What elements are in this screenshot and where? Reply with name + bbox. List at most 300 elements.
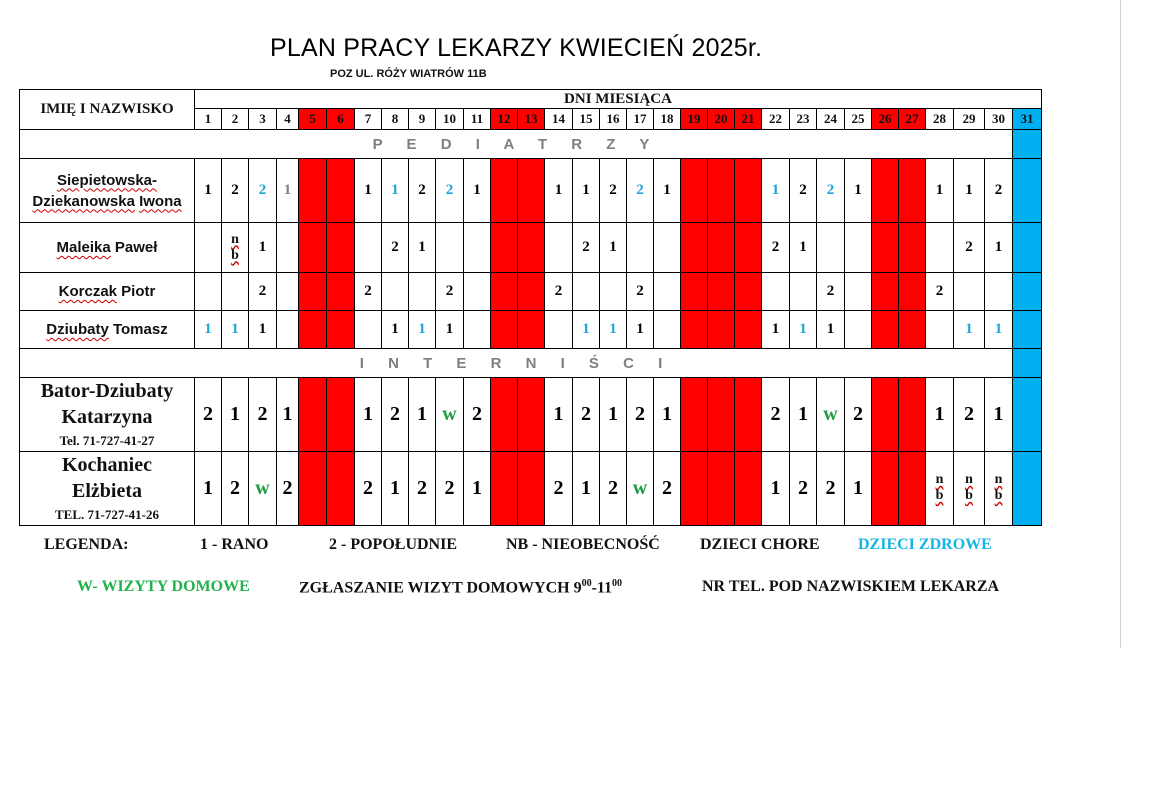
shift-mark: 1 [417, 403, 427, 425]
day-cell [222, 223, 249, 273]
shift-mark: 1 [364, 182, 372, 198]
doctor-row [20, 378, 1042, 452]
day-cell [681, 273, 708, 311]
day-cell [790, 223, 817, 273]
day-cell [249, 159, 277, 223]
shift-healthy-children: 1 [582, 321, 590, 337]
day-cell [899, 159, 926, 223]
day-cell [790, 311, 817, 349]
absence-mark: $\frac{n}{b}$ [965, 472, 973, 503]
day-cell [708, 273, 735, 311]
day-cell [222, 311, 249, 349]
day-cell [518, 452, 545, 526]
day-cell [222, 273, 249, 311]
day-cell [708, 223, 735, 273]
day-cell [1013, 130, 1042, 159]
section-title: I N T E R N I Ś C I [20, 349, 1013, 378]
day-cell [327, 378, 355, 452]
day-cell [436, 311, 464, 349]
doctor-name [20, 273, 195, 311]
home-visit-mark: w [823, 403, 838, 425]
day-cell [464, 223, 491, 273]
shift-mark: 1 [554, 182, 563, 198]
day-cell [409, 159, 436, 223]
day-number: 26 [872, 109, 899, 130]
day-cell [600, 378, 627, 452]
day-cell [409, 311, 436, 349]
shift-mark: 2 [417, 477, 427, 499]
day-cell [762, 223, 790, 273]
day-cell [573, 159, 600, 223]
day-cell [327, 311, 355, 349]
day-cell [249, 378, 277, 452]
day-cell [600, 273, 627, 311]
shift-mark: 1 [445, 321, 454, 337]
day-cell [436, 273, 464, 311]
day-cell [627, 159, 654, 223]
shift-mark: 1 [662, 403, 672, 425]
shift-healthy-children: 1 [994, 321, 1003, 337]
day-cell [249, 311, 277, 349]
day-number: 8 [382, 109, 409, 130]
day-cell [985, 452, 1013, 526]
day-cell [654, 223, 681, 273]
day-number: 31 [1013, 109, 1042, 130]
day-cell [681, 378, 708, 452]
day-number: 10 [436, 109, 464, 130]
legend-nr-tel [702, 578, 999, 596]
day-number: 27 [899, 109, 926, 130]
day-cell [708, 378, 735, 452]
shift-mark: 2 [994, 182, 1003, 198]
shift-mark: 1 [935, 182, 944, 198]
day-cell [654, 273, 681, 311]
page-title: PLAN PRACY LEKARZY KWIECIEŃ 2025r. [270, 34, 763, 62]
day-cell [355, 159, 382, 223]
shift-mark: 1 [994, 239, 1003, 255]
day-cell [985, 273, 1013, 311]
day-cell [1013, 223, 1042, 273]
shift-mark: 2 [444, 477, 455, 499]
doctor-name-part: Tomasz [112, 321, 168, 338]
day-cell [573, 223, 600, 273]
day-cell [872, 159, 899, 223]
day-cell [195, 452, 222, 526]
day-cell [299, 223, 327, 273]
legend-label: LEGENDA: [44, 536, 129, 553]
day-cell [954, 159, 985, 223]
shift-mark: 2 [364, 283, 372, 299]
day-cell [681, 223, 708, 273]
day-cell [1013, 273, 1042, 311]
shift-mark: 1 [608, 403, 618, 425]
shift-mark: 2 [203, 403, 213, 425]
day-cell [299, 159, 327, 223]
day-number: 7 [355, 109, 382, 130]
legend-dzieci-zdrowe: DZIECI ZDROWE [858, 536, 992, 553]
day-cell [409, 223, 436, 273]
shift-mark: 1 [770, 477, 781, 499]
day-cell [762, 311, 790, 349]
shift-mark: 1 [282, 403, 293, 425]
day-cell [518, 273, 545, 311]
shift-mark: 1 [472, 477, 482, 499]
day-number: 22 [762, 109, 790, 130]
shift-mark: 2 [799, 182, 807, 198]
day-cell [277, 311, 299, 349]
day-cell [985, 159, 1013, 223]
day-cell [899, 273, 926, 311]
day-cell [845, 378, 872, 452]
page-subtitle: POZ UL. RÓŻY WIATRÓW 11B [330, 68, 487, 80]
day-cell [409, 452, 436, 526]
day-cell [1013, 452, 1042, 526]
day-cell [926, 159, 954, 223]
day-cell [573, 311, 600, 349]
doctor-name-part: Iwona [139, 192, 182, 210]
day-cell [735, 311, 762, 349]
page-edge-line [1120, 0, 1121, 648]
day-cell [249, 223, 277, 273]
day-cell [872, 273, 899, 311]
day-cell [277, 452, 299, 526]
day-cell [872, 311, 899, 349]
zglaszanie-end: -11 [591, 579, 613, 597]
doctor-phone: TEL. 71-727-41-26 [55, 507, 159, 522]
shift-mark: 1 [993, 403, 1004, 425]
day-cell [926, 223, 954, 273]
day-cell [954, 378, 985, 452]
doctor-name-line: Elżbieta [72, 480, 142, 502]
day-cell [926, 378, 954, 452]
shift-mark: 2 [391, 239, 399, 255]
doctor-name-part: Siepietowska-Dziekanowska [32, 171, 158, 210]
shift-mark: 2 [257, 403, 268, 425]
day-cell [735, 452, 762, 526]
day-cell [464, 311, 491, 349]
day-number: 5 [299, 109, 327, 130]
day-cell [817, 311, 845, 349]
day-cell [926, 273, 954, 311]
shift-mark: 1 [553, 403, 564, 425]
day-cell [627, 311, 654, 349]
day-number: 30 [985, 109, 1013, 130]
day-cell [600, 311, 627, 349]
day-cell [954, 223, 985, 273]
shift-mark: 1 [258, 239, 267, 255]
shift-mark: 1 [258, 321, 267, 337]
wizyty-domowe-label: W- WIZYTY DOMOWE [77, 578, 250, 595]
doctor-name-part: Paweł [114, 239, 158, 256]
day-cell [518, 159, 545, 223]
shift-mark: 1 [965, 182, 973, 198]
day-cell [985, 223, 1013, 273]
day-cell [249, 452, 277, 526]
day-cell [382, 159, 409, 223]
doctor-name [20, 311, 195, 349]
day-cell [985, 378, 1013, 452]
shift-mark: 2 [798, 477, 808, 499]
home-visit-mark: w [442, 403, 457, 425]
shift-mark: 1 [581, 477, 591, 499]
day-cell [681, 159, 708, 223]
day-cell [627, 273, 654, 311]
shift-mark: 1 [609, 239, 617, 255]
day-cell [735, 159, 762, 223]
shift-mark: 1 [418, 239, 426, 255]
day-cell [872, 378, 899, 452]
shift-mark: 1 [582, 182, 590, 198]
legend-dzieci-chore: DZIECI CHORE [700, 536, 820, 553]
absence-mark: $\frac{n}{b}$ [935, 472, 944, 503]
day-cell [899, 452, 926, 526]
shift-mark: 2 [282, 477, 293, 499]
day-cell [545, 452, 573, 526]
day-cell [654, 311, 681, 349]
shift-healthy-children: 1 [799, 321, 807, 337]
day-number: 16 [600, 109, 627, 130]
shift-healthy-children: 2 [826, 182, 835, 198]
day-cell [299, 273, 327, 311]
day-cell [1013, 378, 1042, 452]
day-number: 11 [464, 109, 491, 130]
day-cell [491, 273, 518, 311]
day-cell [817, 378, 845, 452]
day-cell [518, 223, 545, 273]
legend-wizyty-domowe [77, 578, 250, 596]
shift-mark: 2 [445, 283, 454, 299]
doctor-name [20, 159, 195, 223]
shift-mark: 2 [935, 283, 944, 299]
day-number: 20 [708, 109, 735, 130]
day-cell [436, 452, 464, 526]
shift-healthy-children: 1 [418, 321, 426, 337]
day-cell [249, 273, 277, 311]
shift-mark: 1 [663, 182, 671, 198]
day-number: 17 [627, 109, 654, 130]
day-cell [985, 311, 1013, 349]
day-cell [409, 273, 436, 311]
day-cell [491, 311, 518, 349]
day-number: 28 [926, 109, 954, 130]
shift-mark: 2 [608, 477, 618, 499]
day-cell [573, 273, 600, 311]
day-cell [954, 311, 985, 349]
day-cell [195, 273, 222, 311]
day-cell [299, 378, 327, 452]
day-cell [299, 452, 327, 526]
shift-mark: 2 [231, 182, 239, 198]
day-cell [899, 311, 926, 349]
shift-mark: 1 [826, 321, 835, 337]
shift-mark: 1 [204, 182, 212, 198]
day-cell [277, 159, 299, 223]
shift-healthy-children: 2 [445, 182, 454, 198]
doctor-name [20, 223, 195, 273]
day-cell [735, 378, 762, 452]
day-cell [327, 452, 355, 526]
shift-mark: 2 [258, 283, 267, 299]
day-number: 25 [845, 109, 872, 130]
day-cell [762, 378, 790, 452]
day-cell [464, 452, 491, 526]
shift-healthy-children: 1 [771, 182, 780, 198]
day-cell [545, 311, 573, 349]
shift-mark: 2 [771, 239, 780, 255]
day-cell [436, 378, 464, 452]
day-cell [926, 452, 954, 526]
shift-mark: 1 [798, 403, 808, 425]
shift-mark: 2 [554, 283, 563, 299]
day-number: 3 [249, 109, 277, 130]
shift-healthy-children: 1 [609, 321, 617, 337]
day-cell [222, 378, 249, 452]
shift-mark: 1 [854, 182, 862, 198]
shift-mark: 2 [635, 403, 645, 425]
day-cell [708, 159, 735, 223]
shift-mark: 1 [391, 321, 399, 337]
day-cell [222, 452, 249, 526]
day-number: 1 [195, 109, 222, 130]
day-cell [817, 452, 845, 526]
day-cell [382, 378, 409, 452]
day-cell [1013, 159, 1042, 223]
day-cell [491, 223, 518, 273]
day-cell [681, 452, 708, 526]
shift-healthy-children: 1 [204, 321, 212, 337]
day-cell [600, 452, 627, 526]
day-cell [355, 378, 382, 452]
day-cell [1013, 311, 1042, 349]
doctor-name-line: Bator-Dziubaty [40, 380, 174, 402]
shift-healthy-children: 2 [258, 182, 267, 198]
day-cell [735, 223, 762, 273]
day-cell [790, 159, 817, 223]
day-number: 24 [817, 109, 845, 130]
day-cell [954, 452, 985, 526]
shift-mark: 1 [934, 403, 945, 425]
day-cell [382, 452, 409, 526]
shift-healthy-children: 1 [391, 182, 399, 198]
day-number: 2 [222, 109, 249, 130]
day-cell [627, 378, 654, 452]
doctor-name-part: Maleika [56, 239, 111, 256]
shift-healthy-children: 2 [636, 182, 644, 198]
zglaszanie-sup-end: 00 [612, 578, 623, 589]
day-cell [355, 273, 382, 311]
day-cell [627, 223, 654, 273]
day-cell [277, 273, 299, 311]
day-cell [327, 223, 355, 273]
day-cell [654, 159, 681, 223]
legend-zglaszanie [299, 578, 622, 597]
day-cell [790, 273, 817, 311]
day-cell [436, 223, 464, 273]
shift-mark: 2 [825, 477, 836, 499]
day-cell [790, 378, 817, 452]
doctor-phone: Tel. 71-727-41-27 [59, 433, 155, 448]
day-cell [926, 311, 954, 349]
day-cell [518, 311, 545, 349]
home-visit-mark: w [255, 477, 270, 499]
day-cell [762, 452, 790, 526]
day-cell [195, 159, 222, 223]
legend-popoludnie: 2 - POPOŁUDNIE [329, 536, 457, 553]
shift-mark: 1 [799, 239, 807, 255]
shift-mark: 1 [636, 321, 644, 337]
day-cell [817, 159, 845, 223]
day-number: 12 [491, 109, 518, 130]
day-cell [545, 378, 573, 452]
day-number: 23 [790, 109, 817, 130]
doctor-name-line: Kochaniec [62, 454, 152, 476]
day-cell [382, 311, 409, 349]
day-cell [277, 378, 299, 452]
day-cell [681, 311, 708, 349]
doctor-row [20, 223, 1042, 273]
zglaszanie-sup-start: 00 [581, 578, 592, 589]
day-number: 21 [735, 109, 762, 130]
day-cell [600, 223, 627, 273]
day-cell [735, 273, 762, 311]
day-cell [654, 378, 681, 452]
day-cell [654, 452, 681, 526]
shift-mark: 1 [283, 182, 292, 198]
doctor-name [20, 452, 195, 526]
shift-mark: 1 [363, 403, 373, 425]
day-cell [708, 452, 735, 526]
day-cell [845, 273, 872, 311]
day-cell [573, 452, 600, 526]
section-header-row [20, 130, 1042, 159]
shift-mark: 2 [636, 283, 644, 299]
shift-healthy-children: 1 [965, 321, 973, 337]
legend-rano: 1 - RANO [200, 536, 269, 553]
day-number: 6 [327, 109, 355, 130]
shift-mark: 2 [553, 477, 564, 499]
shift-mark: 2 [826, 283, 835, 299]
day-cell [195, 311, 222, 349]
schedule-table [19, 89, 1042, 526]
day-cell [872, 452, 899, 526]
doctor-name-part: Korczak [58, 283, 117, 300]
day-cell [491, 159, 518, 223]
doctor-row [20, 159, 1042, 223]
day-cell [573, 378, 600, 452]
day-cell [545, 159, 573, 223]
day-number: 13 [518, 109, 545, 130]
shift-mark: 1 [203, 477, 213, 499]
doctor-row [20, 311, 1042, 349]
home-visit-mark: w [632, 477, 648, 499]
day-cell [545, 273, 573, 311]
day-cell [409, 378, 436, 452]
shift-mark: 1 [771, 321, 780, 337]
day-cell [355, 452, 382, 526]
shift-mark: 2 [418, 182, 426, 198]
shift-mark: 2 [582, 239, 590, 255]
day-cell [762, 159, 790, 223]
name-column-header: IMIĘ I NAZWISKO [20, 90, 195, 130]
nr-tel-label: NR TEL. POD NAZWISKIEM LEKARZA [702, 578, 1000, 595]
day-cell [464, 378, 491, 452]
day-cell [817, 223, 845, 273]
day-cell [277, 223, 299, 273]
day-cell [627, 452, 654, 526]
day-cell [195, 378, 222, 452]
doctor-name-part: Dziubaty [46, 321, 109, 338]
shift-mark: 2 [662, 477, 672, 499]
